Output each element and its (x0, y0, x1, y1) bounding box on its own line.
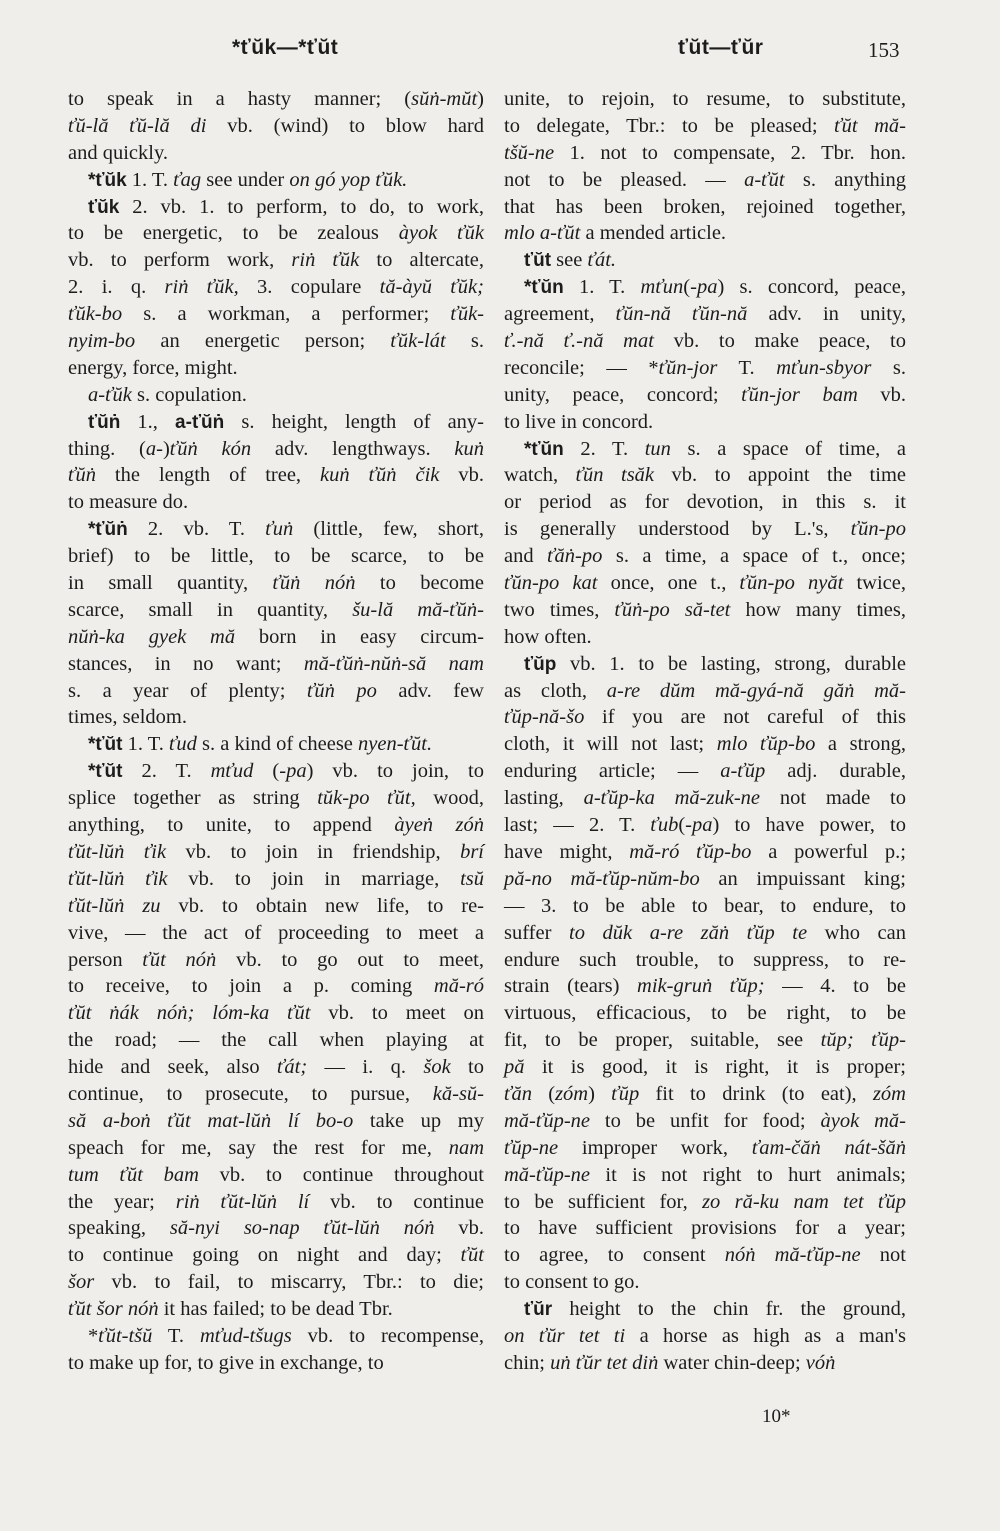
right-column-line: that has been broken, rejoined together, (504, 195, 906, 218)
right-column-line: to live in concord. (504, 410, 654, 433)
left-column-line: times, seldom. (68, 706, 188, 729)
right-column-line: ť.-nă ť.-nă mat vb. to make peace, to (504, 330, 906, 353)
right-column-line: last; — 2. T. ťub(-pa) to have power, to (504, 814, 906, 837)
left-column-line: to receive, to join a p. coming mă-ró (68, 975, 484, 998)
left-column-line: speaking, să-nyi so-nap ťŭt-lŭṅ nóṅ vb. (68, 1217, 484, 1240)
left-column-line: vive, — the act of proceeding to meet a (68, 921, 484, 944)
right-column-line: and ťăṅ-po s. a time, a space of t., once; (504, 545, 906, 568)
right-column-line: to have sufficient provisions for a year; (504, 1217, 906, 1240)
right-column-line: endure such trouble, to suppress, to re- (504, 948, 906, 971)
left-column-line: ťŭt šor nóṅ it has failed; to be dead Tbr. (68, 1298, 393, 1321)
left-column-line: in small quantity, ťŭṅ nóṅ to become (68, 572, 484, 595)
right-column-line: tšŭ-ne 1. not to compensate, 2. Tbr. hon. (504, 141, 906, 164)
left-column-line: *ťŭk 1. T. ťag see under on gó yop ťŭk. (88, 168, 408, 191)
right-column-line: not to be pleased. — a-ťŭt s. anything (504, 168, 906, 191)
right-column-line: mă-ťŭp-ne it is not right to hurt animals; (504, 1163, 906, 1186)
left-column-line: ťŭt ṅák nóṅ; lóm-ka ťŭt vb. to meet on (68, 1002, 484, 1025)
right-column-line: pă it is good, it is right, it is proper; (504, 1056, 906, 1079)
left-column (68, 86, 484, 1377)
left-column-line: 2. i. q. riṅ ťŭk, 3. copulare tă-àyŭ ťŭk; (68, 276, 484, 299)
right-column-line: unity, peace, concord; ťŭn-jor bam vb. (504, 383, 907, 406)
left-column-line: ťŭṅ 1., a-ťŭṅ s. height, length of any- (88, 410, 485, 433)
right-column-line: ťŭr height to the chin fr. the ground, (524, 1298, 906, 1321)
right-column-line: as cloth, a-re dŭm mă-gyá-nă găṅ mă- (504, 679, 906, 702)
right-column-line: ťŭp-nă-šo if you are not careful of this (504, 706, 906, 729)
left-column-line: to be energetic, to be zealous àyok ťŭk (68, 222, 484, 245)
right-column-line: pă-no mă-ťŭp-nŭm-bo an impuissant king; (504, 867, 907, 890)
right-column-line: mă-ťŭp-ne to be unfit for food; àyok mă- (504, 1109, 906, 1132)
right-column-line: enduring article; — a-ťŭp adj. durable, (504, 760, 907, 783)
left-column-line: nŭṅ-ka gyek mă born in easy circum- (68, 625, 484, 648)
left-column-line: person ťŭt nóṅ vb. to go out to meet, (68, 948, 484, 971)
right-column-line: ťŭt see ťát. (524, 249, 617, 272)
right-column-line: how often. (504, 625, 592, 648)
left-column-line: ťŭk 2. vb. 1. to perform, to do, to work, (88, 195, 484, 218)
left-column-line: vb. to perform work, riṅ ťŭk to altercate, (68, 249, 485, 272)
right-column-line: lasting, a-ťŭp-ka mă-zuk-ne not made to (504, 787, 906, 810)
right-column-line: is generally understood by L.'s, ťŭn-po (504, 518, 906, 541)
left-running-head: *ťŭk—*ťŭt (232, 36, 339, 59)
left-column-line: nyim-bo an energetic person; ťŭk-lát s. (68, 330, 484, 353)
left-column-line: ťŭṅ the length of tree, kuṅ ťŭṅ čik vb. (68, 464, 484, 487)
left-column-line: ťŭ-lă ťŭ-lă di vb. (wind) to blow hard (68, 114, 485, 137)
left-column-line: continue, to prosecute, to pursue, kă-sŭ- (68, 1082, 484, 1105)
right-column-line: to consent to go. (504, 1271, 640, 1294)
left-column-line: splice together as string tŭk-po ťŭt, wood, (68, 787, 484, 810)
left-column-line: *ťŭt-tšŭ T. mťud-tšugs vb. to recompense, (88, 1324, 485, 1347)
right-column-line: to be sufficient for, zo ră-ku nam tet ťŭp (504, 1190, 906, 1213)
left-column-line: to continue going on night and day; ťŭt (68, 1244, 484, 1267)
left-column-line: thing. (a-)ťŭṅ kón adv. lengthways. kuṅ (68, 437, 485, 460)
left-column-line: to make up for, to give in exchange, to (68, 1351, 384, 1374)
right-column-line: to agree, to consent nóṅ mă-ťŭp-ne not (504, 1244, 907, 1267)
right-column-line: or period as for devotion, in this s. it (504, 491, 906, 514)
right-column-line: fit, to be proper, suitable, see tŭp; ťŭp- (504, 1029, 906, 1052)
right-column-line: two times, ťŭṅ-po să-tet how many times, (504, 598, 906, 621)
left-column-line: a-ťŭk s. copulation. (88, 383, 247, 406)
right-column-line: ťŭp-ne improper work, ťam-čăṅ nát-šăṅ (504, 1136, 907, 1159)
right-column-line: mlo a-ťŭt a mended article. (504, 222, 727, 245)
left-column-line: to measure do. (68, 491, 189, 514)
left-column-line: speach for me, say the rest for me, nam (68, 1136, 484, 1159)
right-column-line: have might, mă-ró ťŭp-bo a powerful p.; (504, 840, 906, 863)
right-column-line: chin; uṅ ťŭr tet diṅ water chin-deep; vóṅ (504, 1351, 836, 1374)
right-column (504, 86, 906, 1377)
right-column-line: unite, to rejoin, to resume, to substitute, (504, 88, 906, 110)
left-column-line: ťŭt-lŭṅ ťik vb. to join in marriage, tsŭ (68, 867, 485, 890)
left-column-line: šor vb. to fail, to miscarry, Tbr.: to die; (68, 1271, 484, 1294)
right-column-line: watch, ťŭn tsăk vb. to appoint the time (504, 464, 906, 487)
left-column-line: tum ťŭt bam vb. to continue throughout (68, 1163, 484, 1186)
right-column-line: ťŭn-po kat once, one t., ťŭn-po nyăt twice, (504, 572, 906, 595)
right-column-line: — 3. to be able to bear, to endure, to (504, 894, 906, 917)
left-column-line: the year; riṅ ťŭt-lŭṅ lí vb. to continue (68, 1190, 484, 1213)
right-column-line: agreement, ťŭn-nă ťŭn-nă adv. in unity, (504, 303, 906, 326)
left-column-line: energy, force, might. (68, 356, 238, 379)
left-column-line: stances, in no want; mă-ťŭṅ-nŭṅ-să nam (68, 652, 484, 675)
left-column-line: ťŭk-bo s. a workman, a performer; ťŭk- (68, 303, 484, 326)
right-running-head: ťŭt—ťŭr (678, 36, 764, 59)
right-column-line: cloth, it will not last; mlo ťŭp-bo a strong, (504, 733, 906, 756)
right-column-line: strain (tears) mik-gruṅ ťŭp; — 4. to be (504, 975, 907, 998)
left-column-line: hide and seek, also ťát; — i. q. šok to (68, 1056, 485, 1079)
left-column-line: scarce, small in quantity, šu-lă mă-ťŭṅ- (68, 598, 484, 621)
left-column-line: brief) to be little, to be scarce, to be (68, 545, 484, 568)
right-column-line: suffer to dŭk a-re zăṅ ťŭp te who can (504, 921, 906, 944)
right-column-line: ťăn (zóm) ťŭp fit to drink (to eat), zóm (504, 1082, 906, 1105)
left-column-line: s. a year of plenty; ťŭṅ po adv. few (68, 679, 484, 702)
right-column-line: to delegate, Tbr.: to be pleased; ťŭt mă- (504, 114, 906, 137)
left-column-line: and quickly. (68, 141, 169, 164)
left-column-line: *ťŭt 1. T. ťud s. a kind of cheese nyen-ťŭt. (88, 733, 433, 756)
left-column-line: to speak in a hasty manner; (sŭṅ-mŭt) (68, 88, 484, 110)
left-column-line: *ťŭt 2. T. mťud (-pa) vb. to join, to (88, 760, 485, 783)
page-number: 153 (868, 38, 900, 62)
right-column-line: *ťŭn 1. T. mťun(-pa) s. concord, peace, (524, 276, 906, 299)
right-column-line: virtuous, efficacious, to be right, to be (504, 1002, 906, 1025)
signature-mark: 10* (762, 1406, 791, 1427)
left-column-line: anything, to unite, to append àyeṅ zóṅ (68, 814, 484, 837)
left-column-line: ťŭt-lŭṅ ťik vb. to join in friendship, brí (68, 840, 484, 863)
left-column-line: să a-boṅ ťŭt mat-lŭṅ lí bo-o take up my (68, 1109, 484, 1132)
left-column-line: *ťŭṅ 2. vb. T. ťuṅ (little, few, short, (88, 518, 484, 541)
right-column-line: reconcile; — *ťŭn-jor T. mťun-sbyor s. (504, 356, 906, 379)
left-column-line: the road; — the call when playing at (68, 1029, 484, 1052)
left-column-line: ťŭt-lŭṅ zu vb. to obtain new life, to re- (68, 894, 484, 917)
right-column-line: on ťŭr tet ti a horse as high as a man's (504, 1324, 906, 1347)
right-column-line: *ťŭn 2. T. tun s. a space of time, a (524, 437, 906, 460)
right-column-line: ťŭp vb. 1. to be lasting, strong, durable (524, 652, 906, 675)
